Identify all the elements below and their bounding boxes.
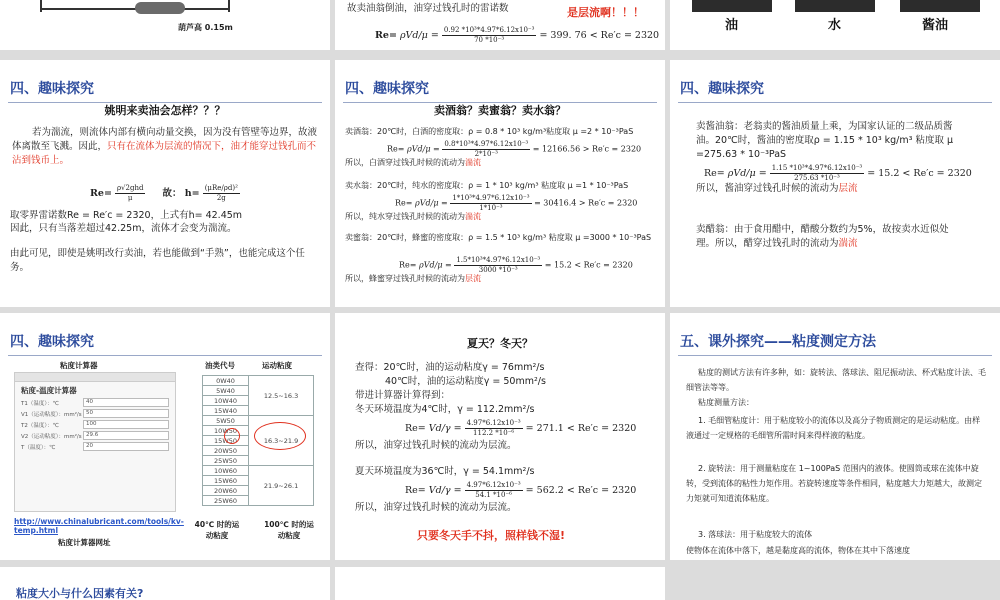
lookup-line-40c: 40℃时，油的运动粘度γ = 50mm²/s <box>385 376 546 387</box>
kinematic-viscosity-column-title: 运动粘度 <box>262 361 292 370</box>
slide-top-left <box>0 0 330 50</box>
summer-flow-conclusion: 所以，油穿过钱孔时候的流动为层流。 <box>355 502 517 513</box>
laminar-exclaim: 是层流啊！！！ <box>567 6 644 19</box>
label-oil: 油 <box>725 18 739 33</box>
calculator-result-line: 带进计算器计算得到： <box>355 390 451 401</box>
header-divider <box>678 355 992 356</box>
oil-code-cell: 25W50 <box>203 456 249 466</box>
reynolds-intro: 故卖油翁倒油，油穿过钱孔时的雷诺数 <box>347 3 509 14</box>
wine-seller-params: 卖酒翁：20℃时，白酒的密度取：ρ = 0.8 * 10³ kg/m³粘度取 μ =2 * 10⁻³PaS <box>345 127 634 136</box>
t2-input[interactable]: 100 <box>83 420 169 429</box>
soysauce-params: 卖酱油翁：老翁卖的酱油质量上乘，为国家认证的二级品质酱油。20℃时，酱油的密度取ρ = 1.15 * 10³ kg/m³ 粘度取 μ =275.63 * 10⁻³PaS <box>696 121 954 160</box>
slide-viscosity-methods <box>670 313 1000 560</box>
water-reynolds-eq: Re= ρVd/μ = $\frac{\text{1*10³*4.97*6.12x10⁻³}}{\text{1*10⁻³}}$ = 30416.4 > Re′c = 2320 <box>395 194 638 212</box>
wine-flow-conclusion: 所以，白酒穿过钱孔时候的流动为湍流 <box>345 158 481 167</box>
conclusion-paragraph: 由此可见，即使是姚明改行卖油，若也能做到“手熟”，也能完成这个任务。 <box>10 248 305 273</box>
highlight-circle-range <box>254 422 306 450</box>
header-divider <box>8 355 322 356</box>
oil-table-row <box>203 416 314 426</box>
soysauce-flow-conclusion: 所以，酱油穿过钱孔时候的流动为层流 <box>696 183 858 194</box>
oil-code-cell: 5W50 <box>203 416 249 426</box>
re-result: = 399. 76 < Re′c = 2320 <box>539 30 660 41</box>
slide-top-middle <box>335 0 665 50</box>
section-header: 五、课外探究——粘度测定方法 <box>680 334 876 350</box>
section-header: 四、趣味探究 <box>10 81 94 97</box>
v1-input[interactable]: 50 <box>83 409 169 418</box>
slide-summer-winter <box>335 313 665 560</box>
turbulence-paragraph: 若为湍流，则流体内部有横向动量交换，因为没有管壁等边界，故液体离散至飞溅。因此，只有在流体为层流的情况下，油才能穿过钱孔而不沾到钱币上。 <box>12 127 318 166</box>
section-header: 四、趣味探究 <box>345 81 429 97</box>
calculator-title: 粘度-温度计算器 <box>21 386 77 395</box>
oil-image <box>692 0 772 12</box>
calculator-column-title: 粘度计算器 <box>60 361 98 370</box>
caption-100c: 100℃ 时的运动粘度 <box>264 520 314 540</box>
oil-code-cell: 20W50 <box>203 446 249 456</box>
slide-subtitle: 夏天？冬天？ <box>467 337 533 350</box>
slide-bottom-middle <box>335 567 665 600</box>
oil-code-column-title: 油类代号 <box>205 361 235 370</box>
viscosity-range-cell: 12.5~16.3 <box>249 376 314 416</box>
summer-reynolds-eq: Re= Vd/γ = $\frac{\text{4.97*6.12x10⁻³}}{\text{54.1 *10⁻⁶}}$ = 562.2 < Re′c = 2320 <box>405 481 637 499</box>
soysauce-image <box>900 0 980 12</box>
viscosity-calculator-screenshot: 粘度-温度计算器 T1（温度）：℃ 40 V1（运动粘度）：mm²/s 50 T2（温度）：℃ 100 V2（运动粘度）：mm²/s 29.6 T（温度）：℃ 20 <box>14 372 176 512</box>
oil-code-cell: 25W60 <box>203 496 249 506</box>
water-flow-conclusion: 所以，纯水穿过钱孔时候的流动为湍流 <box>345 212 481 221</box>
oil-table-row <box>203 376 314 386</box>
oil-code-cell: 10W50 <box>203 426 249 436</box>
oil-code-cell: 15W40 <box>203 406 249 416</box>
honey-seller-params: 卖蜜翁：20℃时，蜂蜜的密度取：ρ = 1.5 * 10³ kg/m³ 粘度取 μ =3000 * 10⁻³PaS <box>345 233 652 242</box>
method-falling-ball: 3. 落球法：用于粘度较大的流体 <box>698 530 813 539</box>
methods-intro: 粘度的测试方法有许多种，如：旋转法、落球法、阻尼振动法、杯式粘度计法、毛细管法等等。 <box>686 368 986 392</box>
calculator-url[interactable]: http://www.chinalubricant.com/tools/kv-temp.html <box>14 517 184 535</box>
slide-bottom-left <box>0 567 330 600</box>
header-divider <box>678 102 992 103</box>
viscosity-range-cell: 16.3~21.9 <box>249 416 314 466</box>
water-seller-params: 卖水翁：20℃时，纯水的密度取：ρ = 1 * 10³ kg/m³ 粘度取 μ =1 * 10⁻³PaS <box>345 181 629 190</box>
oil-code-cell: 20W60 <box>203 486 249 496</box>
honey-flow-conclusion: 所以，蜂蜜穿过钱孔时候的流动为层流 <box>345 274 481 283</box>
turbulence-threshold-line: 因此，只有当落差超过42.25m，流体才会变为湍流。 <box>10 223 237 234</box>
method-rotation: 2. 旋转法：用于测量粘度在 1~100PaS 范围内的液体。使圆筒或球在流体中旋转，受到流体的粘性力矩作用。若旋转速度等条件相同，粘度越大力矩越大，故测定力矩就可知道流体粘度。 <box>686 464 982 503</box>
method-falling-ball-detail: 使物体在流体中落下，越是黏度高的流体，物体在其中下落速度 <box>686 546 910 555</box>
vinegar-paragraph: 卖醋翁：由于食用醋中，醋酸分数约为5%，故按卖水近似处理。所以，醋穿过钱孔时的流动为湍流 <box>696 224 949 249</box>
summer-viscosity-line: 夏天环境温度为36℃时，γ = 54.1mm²/s <box>355 466 535 477</box>
label-soysauce: 酱油 <box>922 18 949 33</box>
winter-flow-conclusion: 所以，油穿过钱孔时候的流动为层流。 <box>355 440 517 451</box>
v2-input[interactable]: 29.6 <box>83 431 169 440</box>
punchline: 只要冬天手不抖，照样钱不湿! <box>417 529 566 542</box>
re-denominator: 70 *10⁻³ <box>474 36 505 44</box>
t1-input[interactable]: 40 <box>83 398 169 407</box>
methods-heading: 粘度测量方法： <box>698 398 754 407</box>
slide-wine-honey-water <box>335 60 665 307</box>
oil-code-cell: 15W60 <box>203 476 249 486</box>
soysauce-reynolds-eq: Re= ρVd/μ = $\frac{\text{1.15 *10³*4.97*6.12x10⁻³}}{\text{275.63 *10⁻³}}$ = 15.2 < Re′c = 2320 <box>704 164 972 182</box>
slide-top-right <box>670 0 1000 50</box>
calculator-url-caption: 粘度计算器网址 <box>58 538 111 547</box>
section-header: 四、趣味探究 <box>10 334 94 350</box>
slide-soysauce-vinegar <box>670 60 1000 307</box>
oil-code-cell: 0W40 <box>203 376 249 386</box>
oil-code-cell: 5W40 <box>203 386 249 396</box>
oil-code-cell: 10W60 <box>203 466 249 476</box>
gourd-height-caption: 葫芦高 0.15m <box>178 23 233 32</box>
oil-table-row <box>203 466 314 476</box>
highlight-circle-15w50 <box>224 428 240 444</box>
water-image <box>795 0 875 12</box>
oil-code-cell: 15W50 <box>203 436 249 446</box>
caption-40c: 40℃ 时的运动粘度 <box>194 520 240 540</box>
height-formula: Re= $\frac{\text{ρ√2ghd}}{\mu}$ 故： h= $\frac{\text{(μRe/ρd)²}}{2g}$ <box>90 184 238 202</box>
oil-code-cell: 10W40 <box>203 396 249 406</box>
method-capillary: 1. 毛细管粘度计：用于粘度较小的流体以及高分子物质测定的是运动粘度。由样液通过一定规格的毛细管所需时间来得样液的粘度。 <box>686 416 981 440</box>
viscosity-range-cell: 21.9~26.1 <box>249 466 314 506</box>
slide-subtitle: 卖酒翁？卖蜜翁？卖水翁？ <box>434 104 566 117</box>
re-numerator: 0.92 *10³*4.97*6.12x10⁻³ <box>443 26 535 34</box>
honey-reynolds-eq: Re= ρVd/μ = $\frac{\text{1.5*10³*4.97*6.12x10⁻³}}{\text{3000 *10⁻³}}$ = 15.2 < Re′c = 2320 <box>399 256 633 274</box>
section-header: 四、趣味探究 <box>680 81 764 97</box>
wine-reynolds-eq: Re= ρVd/μ = $\frac{\text{0.8*10³*4.97*6.12x10⁻³}}{\text{2*10⁻³}}$ = 12166.56 > Re′c = 2320 <box>387 140 642 158</box>
slide-subtitle: 姚明来卖油会怎样？？？ <box>104 104 226 117</box>
re-label: Re= <box>375 30 397 41</box>
reynolds-equation: Re= ρVd/μ = $\frac{\text{0.92 *10³*4.97*6.12x10⁻³}}{\text{70 *10⁻³}}$ = 399. 76 < Re′c = 2320 <box>375 26 660 44</box>
funnel-illustration <box>40 0 230 14</box>
label-water: 水 <box>828 18 842 33</box>
winter-reynolds-eq: Re= Vd/γ = $\frac{\text{4.97*6.12x10⁻³}}{\text{112.2 *10⁻⁶}}$ = 271.1 < Re′c = 2320 <box>405 419 637 437</box>
lookup-line-20c: 查得：20℃时，油的运动粘度γ = 76mm²/s <box>355 362 545 373</box>
critical-reynolds-line: 取零界雷诺数Re = Re′c = 2320，上式有h= 42.45m <box>10 210 243 221</box>
viscosity-factors-title: 粘度大小与什么因素有关? <box>16 587 144 600</box>
slide-yao-ming <box>0 60 330 307</box>
winter-viscosity-line: 冬天环境温度为4℃时，γ = 112.2mm²/s <box>355 404 535 415</box>
t-input[interactable]: 20 <box>83 442 169 451</box>
